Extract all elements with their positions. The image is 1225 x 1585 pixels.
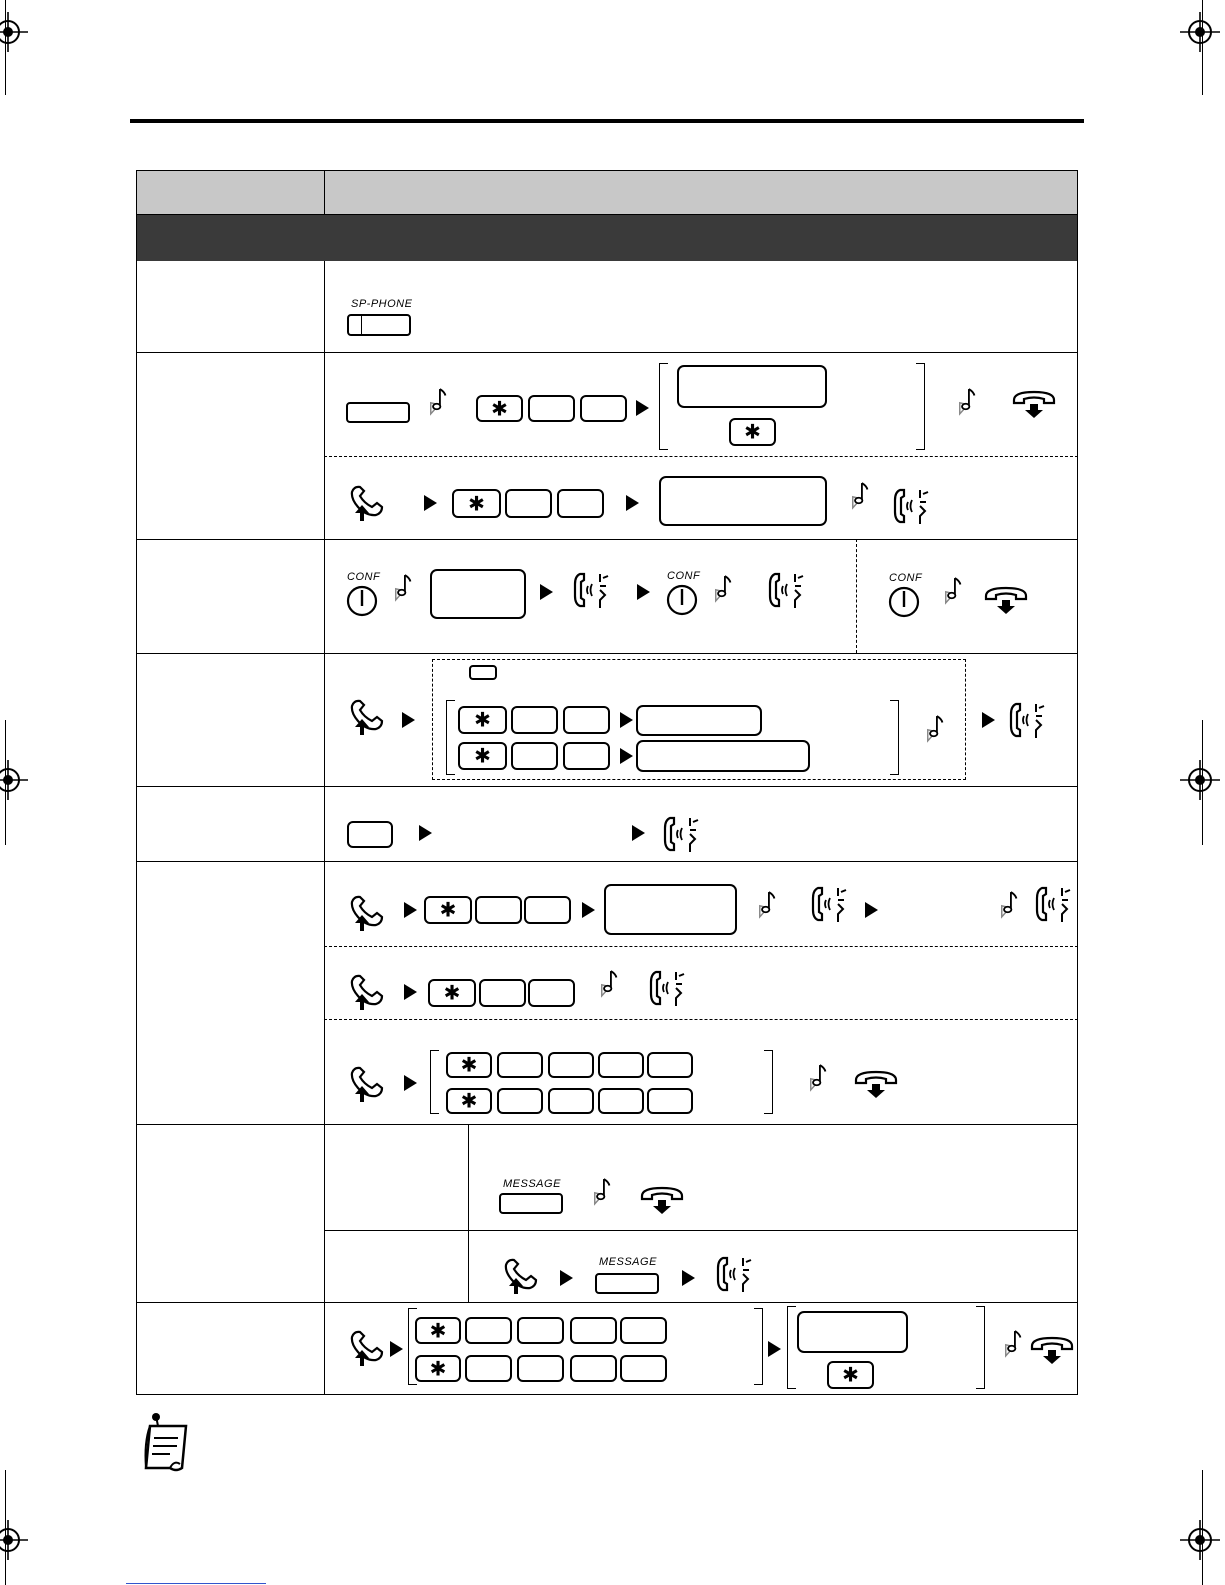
digit-key[interactable]	[548, 1088, 594, 1114]
talk-icon	[660, 812, 702, 856]
digit-key[interactable]	[620, 1317, 667, 1344]
number-entry-box[interactable]	[659, 476, 827, 526]
step-arrow	[865, 902, 878, 918]
memo-pad-icon	[136, 1412, 196, 1476]
option-bracket	[916, 363, 925, 450]
confirmation-tone-icon	[1003, 1328, 1025, 1358]
option-bracket	[764, 1050, 773, 1114]
digit-key[interactable]	[598, 1088, 644, 1114]
crop-mark	[5, 1470, 6, 1585]
conf-label: CONF	[667, 570, 701, 582]
conf-button[interactable]	[665, 583, 699, 617]
confirmation-tone-icon	[757, 889, 779, 919]
crop-mark	[1202, 1470, 1203, 1585]
crop-mark	[5, 720, 6, 845]
message-label: MESSAGE	[503, 1178, 561, 1190]
star-key[interactable]	[458, 706, 507, 734]
number-entry-box[interactable]	[677, 365, 827, 408]
flexible-button[interactable]	[469, 665, 497, 680]
off-hook-icon	[346, 972, 390, 1012]
line-button[interactable]	[347, 821, 393, 848]
message-label: MESSAGE	[599, 1256, 657, 1268]
crop-mark	[1202, 720, 1203, 845]
digit-key[interactable]	[580, 395, 627, 422]
star-key[interactable]	[452, 489, 501, 518]
on-hook-icon	[982, 582, 1030, 616]
step-arrow	[682, 1270, 695, 1286]
confirmation-tone-icon	[599, 968, 621, 998]
step-arrow	[632, 825, 645, 841]
digit-key[interactable]	[647, 1088, 693, 1114]
digit-key[interactable]	[598, 1052, 644, 1078]
option-bracket	[787, 1306, 796, 1389]
option-bracket	[659, 363, 668, 450]
star-key[interactable]	[458, 742, 507, 770]
number-entry-box[interactable]	[636, 705, 762, 736]
step-arrow	[419, 825, 432, 841]
talk-icon	[1032, 882, 1074, 926]
talk-icon	[765, 568, 807, 612]
confirmation-tone-icon	[925, 713, 947, 743]
talk-icon	[646, 966, 688, 1010]
confirmation-tone-icon	[957, 386, 979, 416]
talk-icon	[713, 1252, 755, 1296]
digit-key[interactable]	[528, 979, 575, 1007]
registration-mark-icon	[1180, 1520, 1220, 1560]
feature-button[interactable]	[346, 402, 410, 423]
message-button[interactable]	[499, 1193, 563, 1214]
number-entry-box[interactable]	[430, 569, 526, 619]
footer-link[interactable]	[126, 1583, 266, 1584]
confirmation-tone-icon	[943, 575, 965, 605]
step-arrow	[582, 902, 595, 918]
digit-key[interactable]	[557, 489, 604, 518]
step-arrow	[636, 400, 649, 416]
off-hook-icon	[346, 697, 390, 737]
step-arrow	[404, 984, 417, 1000]
sub-column-divider	[856, 539, 857, 653]
digit-key[interactable]	[570, 1355, 617, 1382]
row-divider	[136, 786, 1078, 787]
step-arrow	[637, 584, 650, 600]
sp-phone-label: SP-PHONE	[351, 298, 413, 310]
digit-key[interactable]	[620, 1355, 667, 1382]
button-led	[361, 316, 362, 334]
row-divider	[136, 653, 1078, 654]
step-arrow	[620, 748, 633, 764]
row-divider	[136, 861, 1078, 862]
confirmation-tone-icon	[592, 1176, 614, 1206]
confirmation-tone-icon	[808, 1062, 830, 1092]
confirmation-tone-icon	[713, 573, 735, 603]
digit-key[interactable]	[511, 706, 558, 734]
step-arrow	[768, 1341, 781, 1357]
option-bracket	[446, 700, 455, 775]
off-hook-icon	[346, 1064, 390, 1104]
column-divider	[324, 261, 325, 1395]
conf-button[interactable]	[345, 584, 379, 618]
column-divider	[468, 1124, 469, 1302]
column-divider	[324, 170, 325, 215]
sub-row-divider	[324, 1019, 1078, 1020]
conf-label: CONF	[889, 572, 923, 584]
sub-row-divider	[324, 946, 1078, 947]
option-bracket	[430, 1050, 439, 1114]
star-key[interactable]	[729, 418, 776, 446]
step-arrow	[620, 712, 633, 728]
on-hook-icon	[1010, 386, 1058, 420]
digit-key[interactable]	[548, 1052, 594, 1078]
on-hook-icon	[852, 1066, 900, 1100]
digit-key[interactable]	[524, 896, 571, 924]
digit-key[interactable]	[465, 1355, 512, 1382]
digit-key[interactable]	[563, 706, 610, 734]
star-key[interactable]	[415, 1355, 461, 1382]
conf-button[interactable]	[887, 585, 921, 619]
option-bracket	[754, 1308, 763, 1385]
star-key[interactable]	[446, 1052, 492, 1078]
off-hook-icon	[500, 1256, 544, 1296]
step-arrow	[626, 495, 639, 511]
number-entry-box[interactable]	[636, 740, 810, 772]
sub-row-divider	[324, 456, 1078, 457]
step-arrow	[390, 1341, 403, 1357]
digit-key[interactable]	[497, 1088, 543, 1114]
off-hook-icon	[346, 893, 390, 933]
on-hook-icon	[1028, 1332, 1076, 1366]
off-hook-icon	[346, 1328, 390, 1368]
off-hook-icon	[346, 483, 390, 523]
talk-icon	[570, 568, 612, 612]
confirmation-tone-icon	[393, 572, 415, 602]
row-divider	[136, 352, 1078, 353]
digit-key[interactable]	[528, 395, 575, 422]
step-arrow	[404, 1075, 417, 1091]
confirmation-tone-icon	[850, 480, 872, 510]
digit-key[interactable]	[475, 896, 522, 924]
crop-mark	[5, 0, 6, 95]
step-arrow	[540, 584, 553, 600]
talk-icon	[890, 484, 932, 528]
row-divider	[136, 539, 1078, 540]
step-arrow	[424, 495, 437, 511]
star-key[interactable]	[415, 1317, 461, 1344]
feature-table	[136, 170, 1078, 1395]
on-hook-icon	[638, 1182, 686, 1216]
digit-key[interactable]	[465, 1317, 512, 1344]
top-rule	[130, 119, 1084, 123]
row-divider	[136, 1124, 1078, 1125]
row-divider	[136, 1302, 1078, 1303]
number-entry-box[interactable]	[604, 884, 737, 935]
star-key[interactable]	[827, 1361, 874, 1389]
step-arrow	[560, 1270, 573, 1286]
option-bracket	[976, 1306, 985, 1389]
digit-key[interactable]	[563, 742, 610, 770]
talk-icon	[808, 882, 850, 926]
star-key[interactable]	[428, 979, 476, 1007]
registration-mark-icon	[1180, 12, 1220, 52]
digit-key[interactable]	[511, 742, 558, 770]
talk-icon	[1006, 698, 1048, 742]
row-divider	[324, 1230, 1078, 1231]
crop-mark	[1202, 0, 1203, 95]
confirmation-tone-icon	[428, 386, 450, 416]
sp-phone-button[interactable]	[347, 314, 411, 336]
digit-key[interactable]	[517, 1317, 564, 1344]
option-bracket	[890, 700, 899, 775]
message-button[interactable]	[595, 1273, 659, 1294]
star-key[interactable]	[446, 1088, 492, 1114]
digit-key[interactable]	[570, 1317, 617, 1344]
star-key[interactable]	[476, 395, 523, 422]
number-entry-box[interactable]	[797, 1311, 908, 1353]
digit-key[interactable]	[517, 1355, 564, 1382]
conf-label: CONF	[347, 571, 381, 583]
digit-key[interactable]	[647, 1052, 693, 1078]
digit-key[interactable]	[479, 979, 526, 1007]
star-key[interactable]	[424, 896, 472, 924]
step-arrow	[982, 712, 995, 728]
step-arrow	[404, 902, 417, 918]
step-arrow	[402, 712, 415, 728]
digit-key[interactable]	[505, 489, 552, 518]
confirmation-tone-icon	[999, 889, 1021, 919]
registration-mark-icon	[1180, 760, 1220, 800]
digit-key[interactable]	[497, 1052, 543, 1078]
